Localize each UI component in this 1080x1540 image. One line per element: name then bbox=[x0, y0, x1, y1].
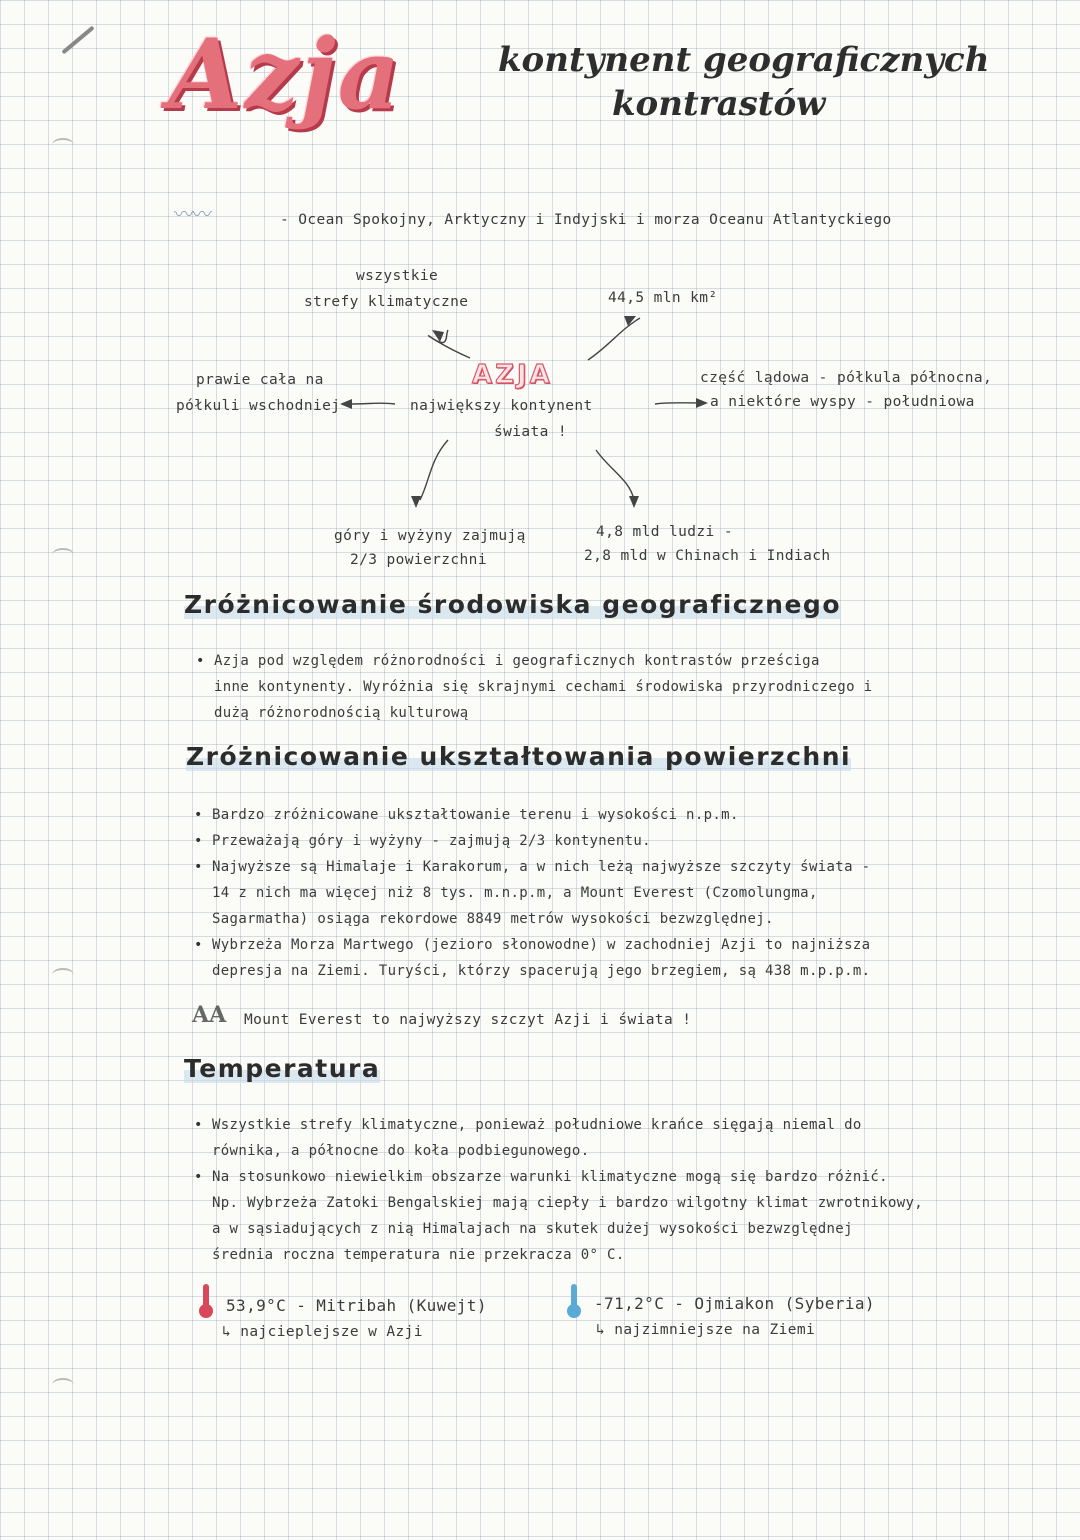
zones-line-1: wszystkie bbox=[356, 268, 439, 284]
north-line-1: część lądowa - półkula północna, bbox=[700, 370, 993, 386]
section-heading-temperature: Temperatura bbox=[184, 1054, 381, 1083]
largest-line-1: największy kontynent bbox=[410, 398, 593, 414]
hemisphere-west-line-1: prawie cała na bbox=[196, 372, 324, 388]
section-temperature-text bbox=[194, 1112, 924, 1268]
note-icon: AA bbox=[192, 1002, 227, 1028]
page-title: Azja bbox=[168, 18, 402, 131]
section-relief-text bbox=[194, 802, 871, 984]
north-line-2: a niektóre wyspy - południowa bbox=[710, 394, 975, 410]
thermometer-hot-icon bbox=[198, 1284, 214, 1318]
list-item: • Bardzo zróżnicowane ukształtowanie terenu i wysokości n.p.m. bbox=[194, 807, 739, 823]
text-line: inne kontynenty. Wyróżnia się skrajnymi cechami środowiska przyrodniczego i bbox=[214, 679, 873, 695]
hot-value: 53,9°C - Mitribah (Kuwejt) bbox=[226, 1296, 487, 1315]
everest-note: Mount Everest to najwyższy szczyt Azji i świata ! bbox=[244, 1012, 692, 1028]
section-heading-relief: Zróżnicowanie ukształtowania powierzchni bbox=[186, 742, 852, 771]
mountains-line-2: 2/3 powierzchni bbox=[350, 552, 487, 568]
cold-value: -71,2°C - Ojmiakon (Syberia) bbox=[594, 1294, 875, 1313]
wave-icon: 〰〰 bbox=[174, 202, 210, 226]
subtitle-line-2: kontrastów bbox=[612, 84, 826, 124]
section-heading-environment: Zróżnicowanie środowiska geograficznego bbox=[184, 590, 841, 619]
hemisphere-west-line-2: półkuli wschodniej bbox=[176, 398, 341, 414]
zones-line-2: strefy klimatyczne bbox=[304, 294, 469, 310]
list-item: • Wybrzeża Morza Martwego (jezioro słonowodne) w zachodniej Azji to najniższa depresja na Ziemi. Turyści, którzy spacerują jego brzegiem, są 438 m.p.p.m. bbox=[194, 937, 871, 979]
list-item: • Wszystkie strefy klimatyczne, ponieważ południowe krańce sięgają niemal do równika, a północne do koła podbiegunowego. bbox=[194, 1117, 862, 1159]
section-environment-text bbox=[196, 648, 873, 726]
cold-note: ↳ najzimniejsze na Ziemi bbox=[596, 1322, 816, 1338]
area-label: 44,5 mln km² bbox=[608, 290, 718, 306]
oceans-line: - Ocean Spokojny, Arktyczny i Indyjski i morza Oceanu Atlantyckiego bbox=[280, 212, 892, 228]
subtitle-line-1: kontynent geograficznych bbox=[498, 40, 990, 80]
people-line-2: 2,8 mld w Chinach i Indiach bbox=[584, 548, 831, 564]
hot-note: ↳ najcieplejsze w Azji bbox=[222, 1324, 423, 1340]
largest-line-2: świata ! bbox=[494, 424, 568, 440]
thermometer-cold-icon bbox=[566, 1284, 582, 1318]
list-item: • Przeważają góry i wyżyny - zajmują 2/3 kontynentu. bbox=[194, 833, 651, 849]
people-line-1: 4,8 mld ludzi - bbox=[596, 524, 733, 540]
text-line: dużą różnorodnością kulturową bbox=[214, 705, 469, 721]
bullet: • bbox=[196, 653, 205, 669]
list-item: • Najwyższe są Himalaje i Karakorum, a w nich leżą najwyższe szczyty świata - 14 z nich ma więcej niż 8 tys. m.n.p.m, a Mount Everest (Czomolungma, Sagarmatha) osiąga rekordowe 8849 metrów wysokości bezwzględnej. bbox=[194, 859, 871, 927]
text-line: Azja pod względem różnorodności i geograficznych kontrastów prześciga bbox=[214, 653, 820, 669]
mindmap-center: AZJA bbox=[472, 360, 553, 390]
mountains-line-1: góry i wyżyny zajmują bbox=[334, 528, 526, 544]
list-item: • Na stosunkowo niewielkim obszarze warunki klimatyczne mogą się bardzo różnić. Np. Wybrzeża Zatoki Bengalskiej mają ciepły i bardzo wilgotny klimat zwrotnikowy, a w sąsiadujących z nią Himalajach na skutek dużej wysokości bezwzględnej średnia roczna temperatura nie przekracza 0° C. bbox=[194, 1169, 924, 1263]
